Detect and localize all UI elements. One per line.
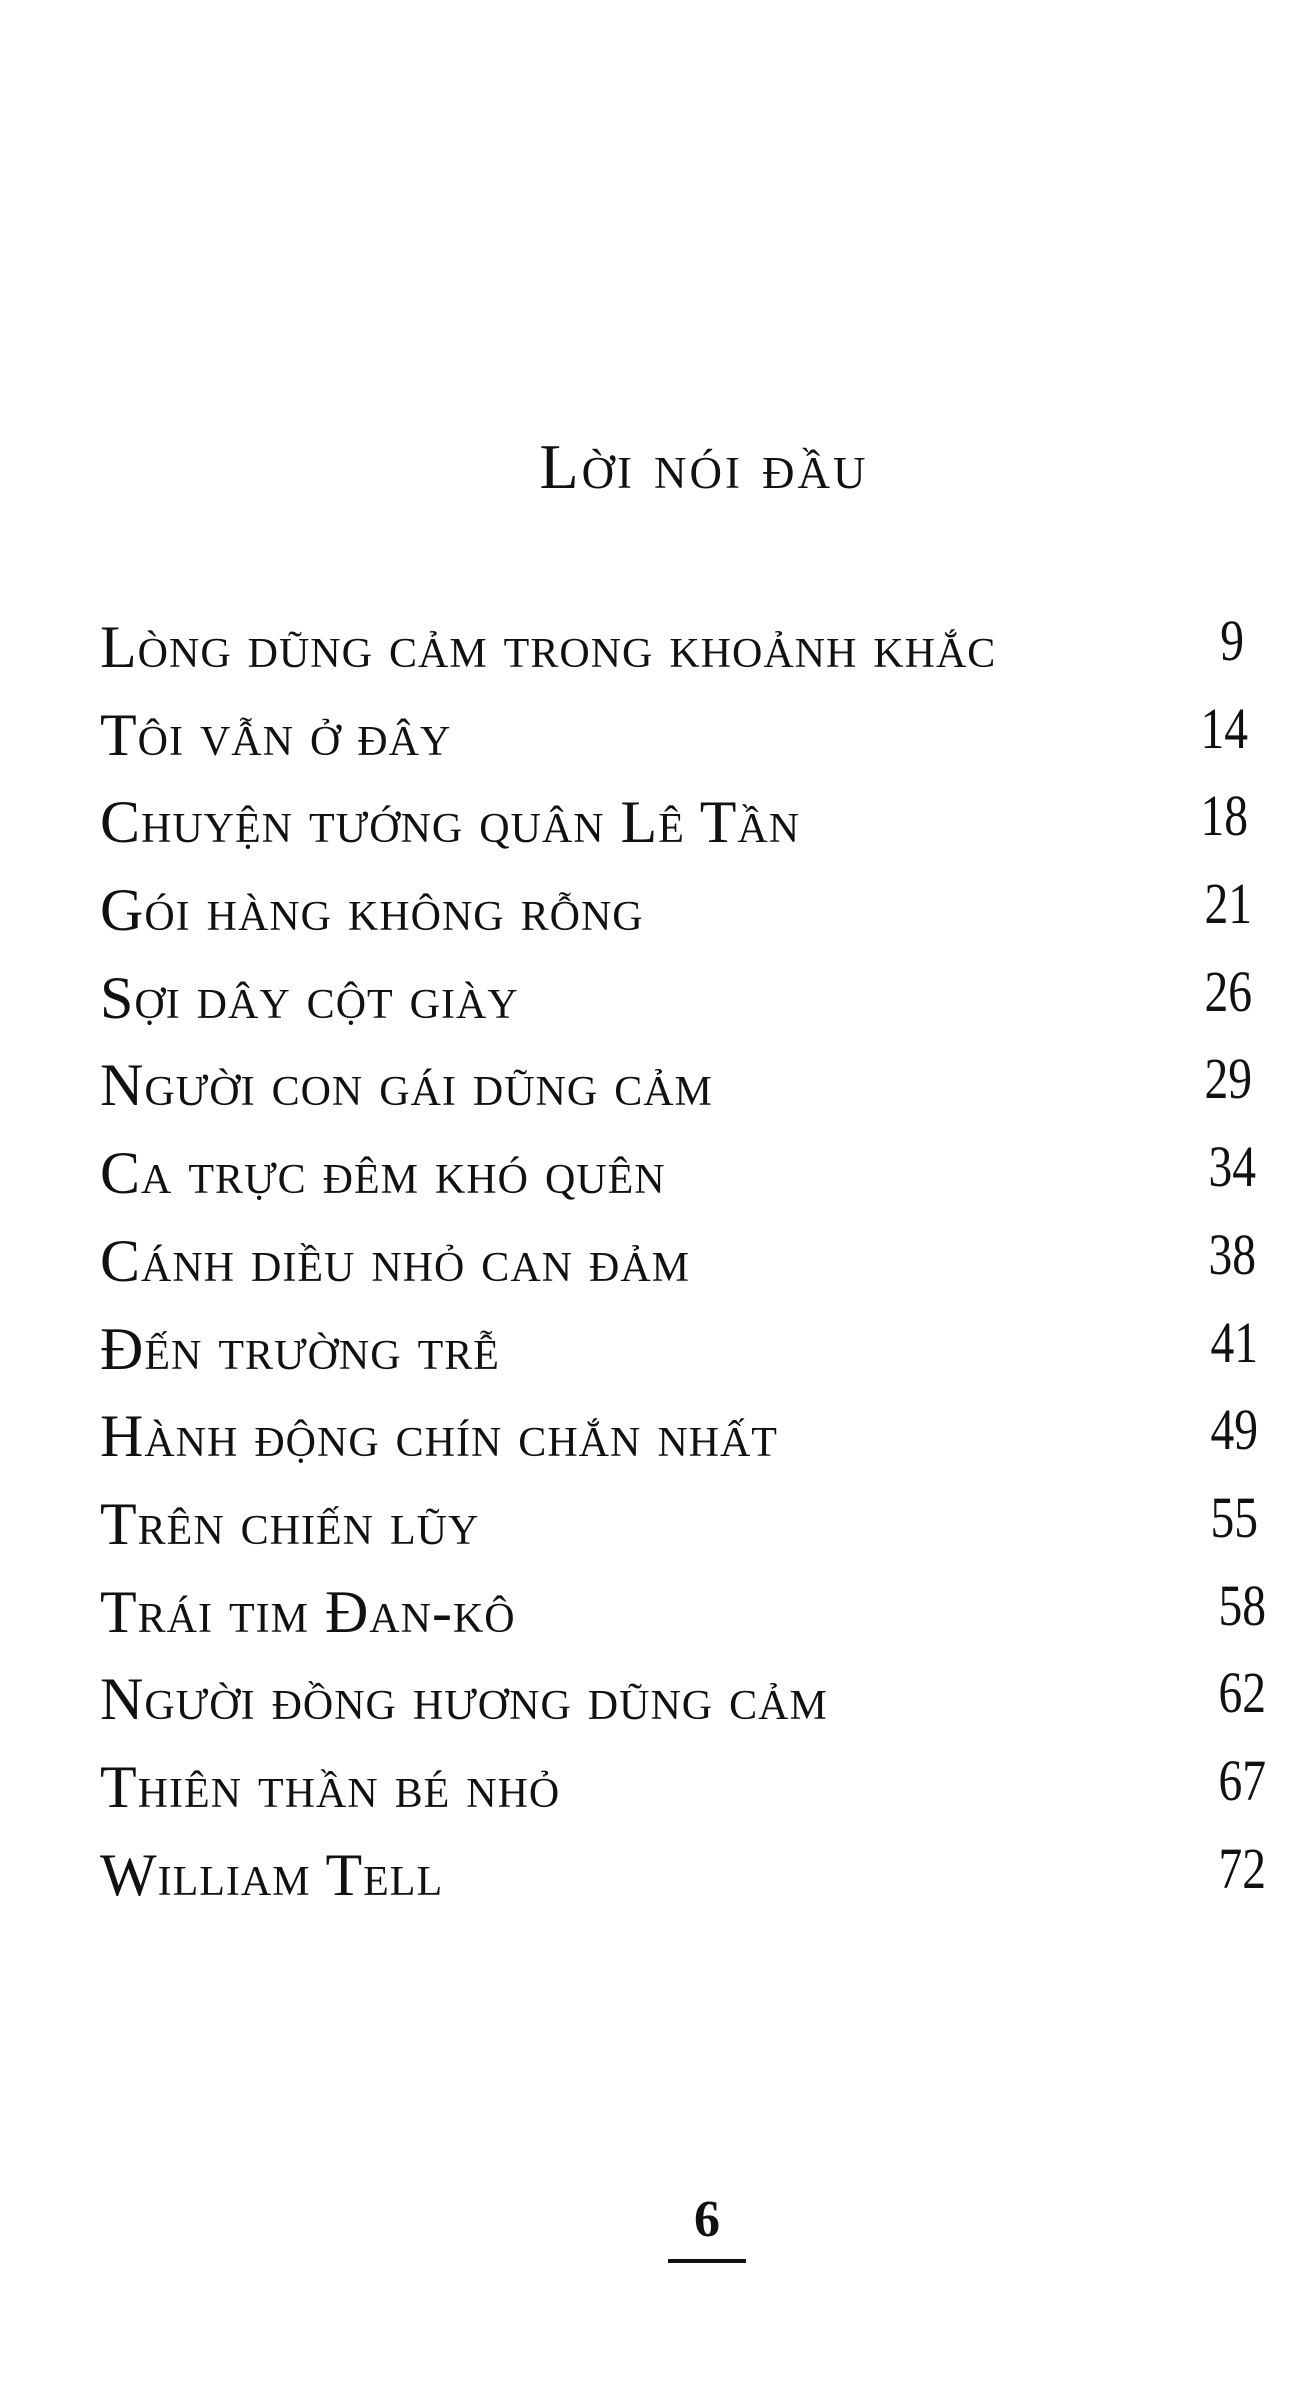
toc-entry[interactable] bbox=[100, 1309, 1268, 1402]
toc-entry-page: 29 bbox=[1204, 1046, 1252, 1112]
toc-entry[interactable] bbox=[100, 1046, 1268, 1138]
toc-entry-page: 26 bbox=[1204, 958, 1252, 1024]
toc-entry[interactable] bbox=[100, 1835, 1268, 1928]
toc-entry-title: Gói hàng không rỗng bbox=[100, 877, 644, 944]
table-of-contents bbox=[100, 608, 1268, 1927]
toc-entry-title: William Tell bbox=[100, 1841, 444, 1908]
toc-entry-title: Người con gái dũng cảm bbox=[100, 1052, 713, 1119]
toc-entry-title: Lòng dũng cảm trong khoảnh khắc bbox=[100, 614, 997, 680]
toc-entry-page: 34 bbox=[1208, 1134, 1256, 1200]
toc-entry-page: 38 bbox=[1208, 1221, 1256, 1287]
toc-entry-page: 21 bbox=[1204, 871, 1252, 937]
toc-entry-title: Trái tim Đan-kô bbox=[100, 1578, 516, 1645]
toc-entry-page: 67 bbox=[1218, 1747, 1266, 1813]
toc-entry[interactable] bbox=[100, 871, 1268, 963]
toc-entry[interactable] bbox=[100, 958, 1268, 1051]
page-number: 6 bbox=[694, 2191, 720, 2248]
toc-entry-title: Hành động chín chắn nhất bbox=[100, 1403, 778, 1470]
toc-entry-title: Người đồng hương dũng cảm bbox=[100, 1666, 828, 1733]
toc-entry-title: Thiên thần bé nhỏ bbox=[100, 1753, 561, 1820]
toc-entry[interactable] bbox=[100, 1134, 1268, 1226]
toc-entry[interactable] bbox=[100, 1484, 1268, 1577]
toc-entry-page: 58 bbox=[1218, 1572, 1266, 1638]
toc-entry-title: Sợi dây cột giày bbox=[100, 964, 519, 1031]
toc-entry-title: Trên chiến lũy bbox=[100, 1490, 480, 1557]
toc-entry-title: Ca trực đêm khó quên bbox=[100, 1140, 666, 1207]
toc-entry-page: 41 bbox=[1210, 1309, 1258, 1375]
toc-entry[interactable] bbox=[100, 1397, 1268, 1489]
toc-entry-title: Cánh diều nhỏ can đảm bbox=[100, 1227, 690, 1294]
toc-entry-title: Đến trường trễ bbox=[100, 1315, 500, 1382]
toc-entry[interactable] bbox=[100, 608, 1268, 700]
toc-entry-page: 49 bbox=[1210, 1397, 1258, 1463]
toc-entry-page: 18 bbox=[1200, 783, 1248, 849]
page-title: Lời nói đầu bbox=[539, 431, 869, 502]
toc-entry[interactable] bbox=[100, 783, 1268, 875]
toc-entry-page: 55 bbox=[1210, 1484, 1258, 1550]
toc-entry-page: 9 bbox=[1220, 608, 1244, 673]
toc-entry-title: Chuyện tướng quân Lê Tần bbox=[100, 789, 801, 856]
page-number-underline bbox=[668, 2259, 746, 2263]
toc-entry-page: 14 bbox=[1200, 695, 1248, 761]
toc-entry[interactable] bbox=[100, 695, 1268, 788]
toc-entry[interactable] bbox=[100, 1747, 1268, 1840]
toc-entry[interactable] bbox=[100, 1572, 1268, 1665]
toc-entry-page: 62 bbox=[1218, 1660, 1266, 1726]
toc-entry-page: 72 bbox=[1218, 1835, 1266, 1901]
toc-entry[interactable] bbox=[100, 1221, 1268, 1314]
toc-entry-title: Tôi vẫn ở đây bbox=[100, 701, 452, 768]
toc-entry[interactable] bbox=[100, 1660, 1268, 1752]
